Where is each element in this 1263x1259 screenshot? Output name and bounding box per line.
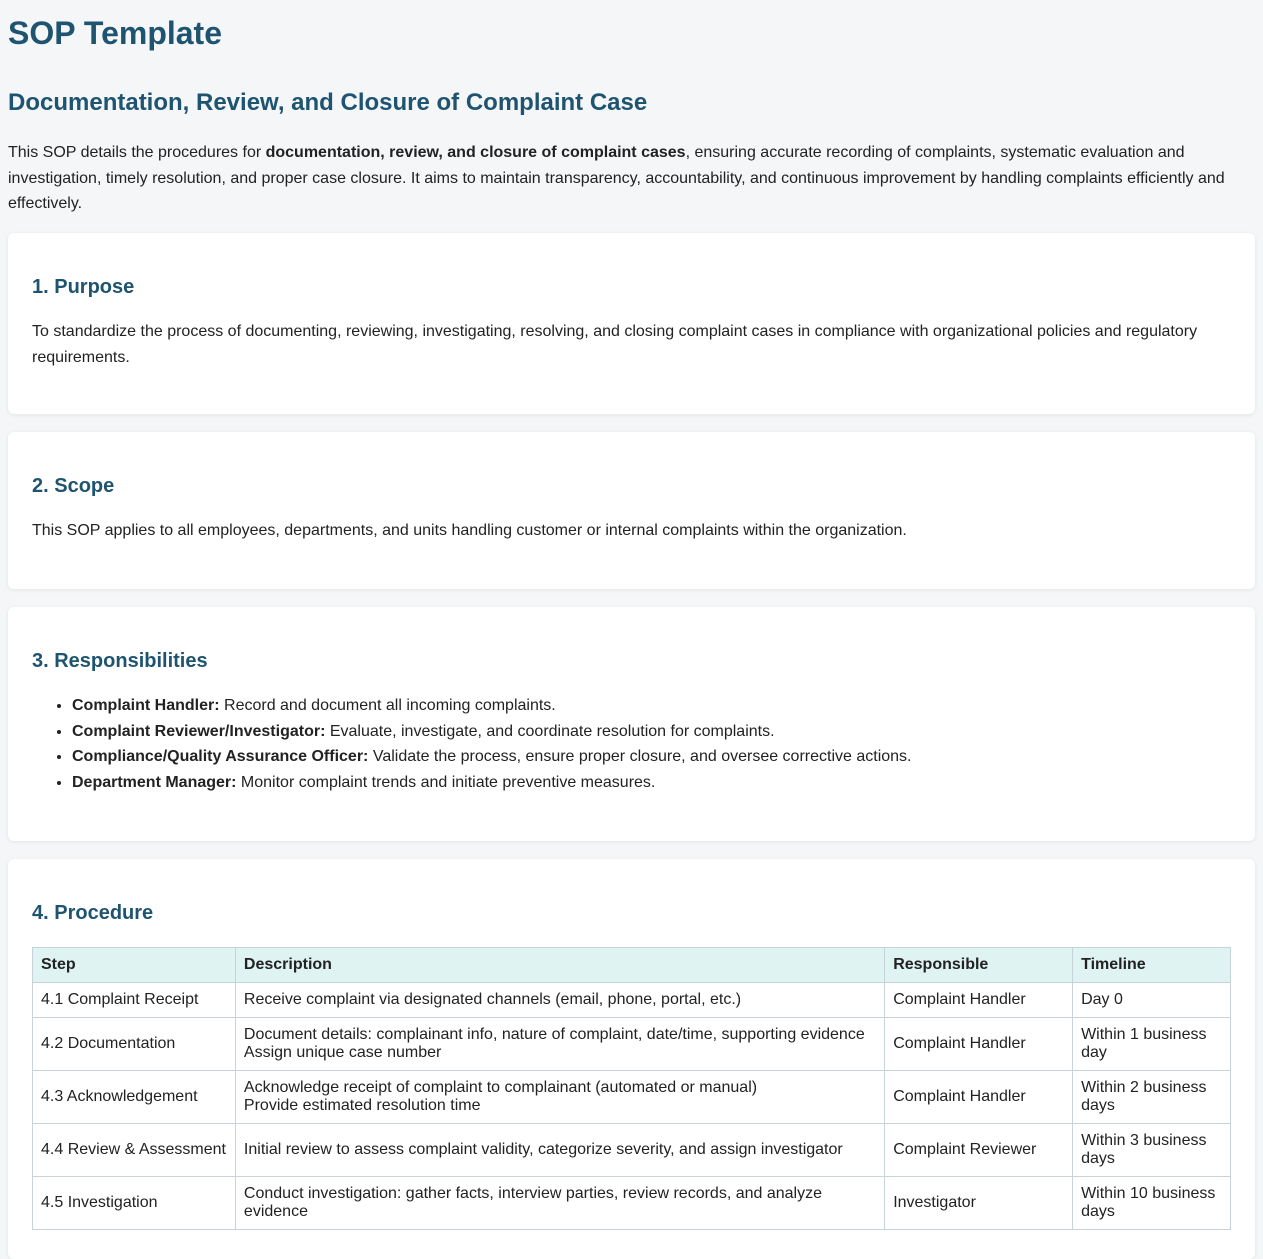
description-cell — [235, 1177, 884, 1230]
column-header-step: Step — [33, 948, 236, 983]
list-item — [72, 770, 1231, 796]
table-header-row — [33, 948, 1231, 983]
step-cell: 4.5 Investigation — [33, 1177, 236, 1230]
intro-prefix: This SOP details the procedures for — [8, 144, 266, 161]
list-item — [72, 719, 1231, 745]
timeline-cell: Within 2 business days — [1073, 1071, 1231, 1124]
procedure-section — [8, 859, 1255, 1259]
responsible-cell: Complaint Handler — [885, 1071, 1073, 1124]
role-label: Complaint Reviewer/Investigator: — [72, 722, 326, 740]
description-line: Document details: complainant info, nature of complaint, date/time, supporting evidence — [243, 1026, 865, 1043]
timeline-cell: Within 10 business days — [1073, 1177, 1231, 1230]
sop-page — [0, 0, 1263, 217]
responsibilities-list — [32, 693, 1231, 795]
column-header-description: Description — [235, 948, 884, 983]
role-label: Compliance/Quality Assurance Officer: — [72, 748, 369, 766]
role-label: Department Manager: — [72, 773, 237, 791]
role-text: Validate the process, ensure proper closure, and oversee corrective actions. — [368, 748, 912, 766]
table-row — [33, 1018, 1231, 1071]
table-row — [33, 983, 1231, 1018]
list-item — [72, 744, 1231, 770]
responsibilities-heading: 3. Responsibilities — [32, 650, 208, 672]
step-cell: 4.3 Acknowledgement — [33, 1071, 236, 1124]
responsible-cell: Complaint Reviewer — [885, 1124, 1073, 1177]
page-subtitle: Documentation, Review, and Closure of Complaint Case — [8, 89, 648, 116]
column-header-responsible: Responsible — [885, 948, 1073, 983]
description-line: Initial review to assess complaint validity, categorize severity, and assign investigator — [243, 1141, 843, 1158]
step-cell: 4.2 Documentation — [33, 1018, 236, 1071]
purpose-heading: 1. Purpose — [32, 276, 135, 298]
responsible-cell: Investigator — [885, 1177, 1073, 1230]
description-cell — [235, 983, 884, 1018]
intro-suffix: , ensuring accurate recording of complaints, systematic evaluation and investigation, timely resolution, and proper case closure. It aims to maintain transparency, accountability, and continuous improvement by handling complaints efficiently and effectively. — [8, 144, 1225, 213]
role-text: Record and document all incoming complaints. — [219, 697, 556, 714]
purpose-text: To standardize the process of documenting, reviewing, investigating, resolving, and closing complaint cases in compliance with organizational policies and regulatory requirements. — [32, 323, 1198, 366]
list-item — [72, 693, 1231, 719]
description-cell — [235, 1071, 884, 1124]
procedure-table — [32, 947, 1231, 1230]
role-text: Evaluate, investigate, and coordinate resolution for complaints. — [325, 722, 775, 740]
description-line: Conduct investigation: gather facts, interview parties, review records, and analyze evidence — [243, 1185, 822, 1220]
description-line: Receive complaint via designated channels (email, phone, portal, etc.) — [243, 991, 742, 1008]
role-text: Monitor complaint trends and initiate preventive measures. — [236, 773, 656, 791]
procedure-heading: 4. Procedure — [32, 902, 154, 924]
scope-heading: 2. Scope — [32, 475, 115, 497]
table-row — [33, 1177, 1231, 1230]
role-label: Complaint Handler: — [72, 697, 220, 714]
description-line: Assign unique case number — [243, 1044, 442, 1061]
timeline-cell: Day 0 — [1073, 983, 1231, 1018]
responsible-cell: Complaint Handler — [885, 1018, 1073, 1071]
description-line: Provide estimated resolution time — [243, 1097, 481, 1114]
step-cell: 4.4 Review & Assessment — [33, 1124, 236, 1177]
purpose-section — [8, 233, 1255, 414]
timeline-cell: Within 1 business day — [1073, 1018, 1231, 1071]
table-row — [33, 1071, 1231, 1124]
description-cell — [235, 1018, 884, 1071]
page-title: SOP Template — [8, 15, 222, 51]
intro-bold: documentation, review, and closure of complaint cases — [265, 144, 686, 161]
intro-paragraph — [8, 140, 1255, 217]
timeline-cell: Within 3 business days — [1073, 1124, 1231, 1177]
scope-text: This SOP applies to all employees, departments, and units handling customer or internal complaints within the organization. — [32, 522, 907, 539]
responsibilities-section — [8, 607, 1255, 841]
description-cell — [235, 1124, 884, 1177]
responsible-cell: Complaint Handler — [885, 983, 1073, 1018]
description-line: Acknowledge receipt of complaint to complainant (automated or manual) — [243, 1079, 758, 1096]
scope-section — [8, 432, 1255, 589]
column-header-timeline: Timeline — [1073, 948, 1231, 983]
step-cell: 4.1 Complaint Receipt — [33, 983, 236, 1018]
table-row — [33, 1124, 1231, 1177]
